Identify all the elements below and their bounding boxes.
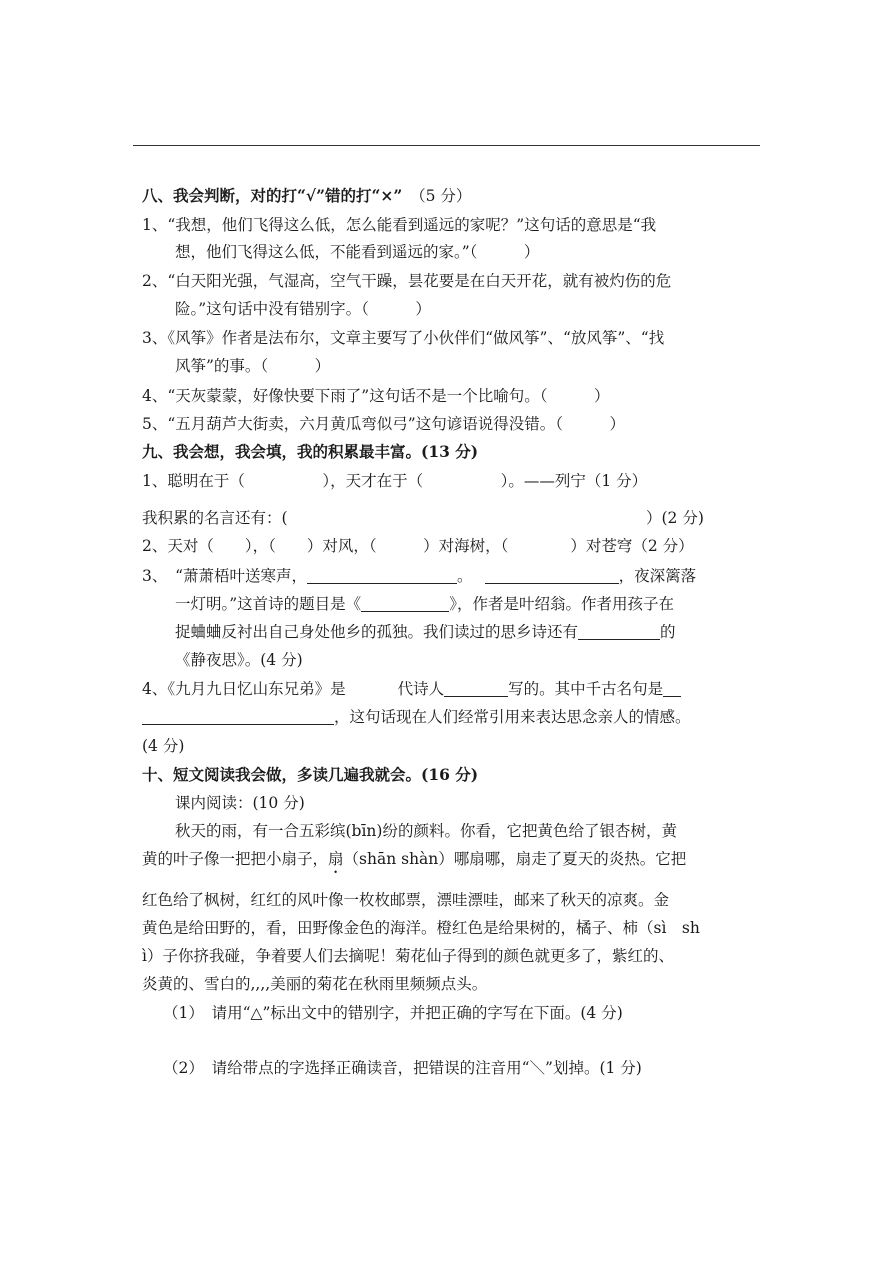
s9-q3-line1: 3、 “萧萧梧叶送寒声， 。 ，夜深篱落 bbox=[142, 567, 697, 585]
s9-q1-right: ）(2 分) bbox=[646, 509, 704, 527]
s8-q2-line1: 2、“白天阳光强，气湿高，空气干躁，昙花要是在白天开花，就有被灼伤的危 bbox=[142, 272, 672, 290]
s8-q1-line2: 想，他们飞得这么低，不能看到遥远的家。”（ ） bbox=[175, 243, 540, 261]
s9-q3-line3: 捉蛐蛐反衬出自己身处他乡的孤独。我们读过的思乡诗还有 的 bbox=[175, 623, 676, 641]
dotted-char: 扇 bbox=[328, 850, 344, 868]
s8-q1-line1: 1、“我想，他们飞得这么低，怎么能看到遥远的家呢？”这句话的意思是“我 bbox=[142, 216, 657, 234]
s9-q3-line2: 一灯明。”这首诗的题目是《 》，作者是叶绍翁。作者用孩子在 bbox=[175, 595, 674, 613]
s10-task-2: （2） 请给带点的字选择正确读音，把错误的注音用“＼”划掉。(1 分) bbox=[163, 1059, 642, 1077]
s10-subheading: 课内阅读：(10 分) bbox=[175, 794, 305, 812]
passage-line-6: 炎黄的、雪白的,,,,美丽的菊花在秋雨里频频点头。 bbox=[142, 975, 488, 993]
s9-q4-line2: ，这句话现在人们经常引用来表达思念亲人的情感。 bbox=[142, 707, 691, 727]
passage-line-5: ì）子你挤我碰，争着要人们去摘呢！菊花仙子得到的颜色就更多了，紫红的、 bbox=[142, 947, 674, 965]
s9-q4-line3: (4 分) bbox=[142, 737, 185, 755]
s9-q3-line4: 《静夜思》。(4 分) bbox=[175, 651, 303, 669]
s8-q2-line2: 险。”这句话中没有错别字。（ ） bbox=[175, 300, 431, 318]
s9-q1-left: 我积累的名言还有：( bbox=[142, 509, 288, 527]
s8-q3-line1: 3、《风筝》作者是法布尔，文章主要写了小伙伴们“做风筝”、“放风筝”、“找 bbox=[142, 329, 665, 347]
passage-line-4: 黄色是给田野的，看，田野像金色的海洋。橙红色是给果树的，橘子、柿（sì sh bbox=[142, 919, 700, 937]
s9-q2: 2、天对（ ），（ ）对风，（ ）对海树，（ ）对苍穹（2 分） bbox=[142, 537, 694, 555]
section-10-heading: 十、短文阅读我会做，多读几遍我就会。(16 分) bbox=[142, 765, 479, 784]
s8-q5: 5、“五月葫芦大街卖，六月黄瓜弯似弓”这句谚语说得没错。（ ） bbox=[142, 415, 625, 433]
s8-q3-line2: 风筝”的事。（ ） bbox=[175, 357, 331, 375]
s10-task-1: （1） 请用“△”标出文中的错别字，并把正确的字写在下面。(4 分) bbox=[163, 1004, 623, 1022]
passage-line-1: 秋天的雨，有一合五彩缤(bīn)纷的颜料。你看，它把黄色给了银杏树，黄 bbox=[175, 822, 677, 840]
section-8-heading: 八、我会判断，对的打“√”错的打“×” （5 分） bbox=[142, 186, 472, 205]
s9-q4-line1: 4、《九月九日忆山东兄弟》是 代诗人 写的。其中千古名句是 bbox=[142, 679, 681, 699]
s8-q4: 4、“天灰蒙蒙，好像快要下雨了”这句话不是一个比喻句。（ ） bbox=[142, 387, 610, 405]
passage-line-2: 黄的叶子像一把把小扇子，扇（shān shàn）哪扇哪，扇走了夏天的炎热。它把 bbox=[142, 850, 687, 868]
passage-line-3: 红色给了枫树，红红的风叶像一枚枚邮票，漂哇漂哇，邮来了秋天的凉爽。金 bbox=[142, 891, 670, 909]
section-9-heading: 九、我会想，我会填，我的积累最丰富。(13 分) bbox=[142, 442, 479, 461]
header-rule bbox=[133, 145, 760, 146]
s9-q1: 1、聪明在于（ ），天才在于（ ）。——列宁（1 分） bbox=[142, 472, 648, 490]
